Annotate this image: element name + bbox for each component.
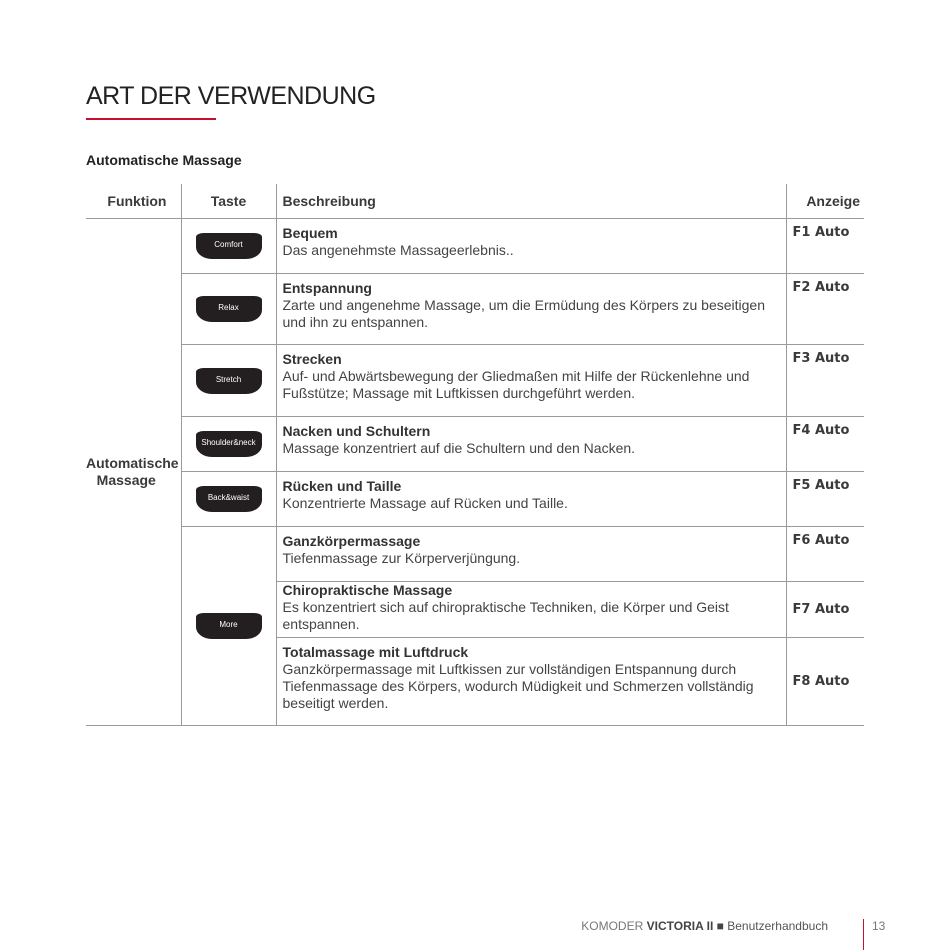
function-cell [86,219,181,726]
row-display: F1 Auto [786,219,864,274]
row-title: Nacken und Schultern [282,423,431,439]
row-text: Es konzentriert sich auf chiropraktische Techniken, die Körper und Geist entspannen. [282,599,729,632]
footer [581,919,828,933]
row-text: Tiefenmassage zur Körperverjüngung. [282,550,521,566]
header-function: Funktion [86,184,181,219]
header-key: Taste [181,184,276,219]
title-underline [86,118,216,120]
page-title: ART DER VERWENDUNG [86,82,376,110]
more-button[interactable]: More [196,613,262,639]
row-text: Konzentrierte Massage auf Rücken und Taille. [282,495,568,511]
row-text: Das angenehmste Massageerlebnis.. [282,242,514,258]
table-row [86,472,864,527]
row-display: F6 Auto [786,527,864,582]
table-row [86,219,864,274]
row-title: Ganzkörpermassage [282,533,421,549]
function-label-line1: Automatische [86,455,179,471]
row-display: F5 Auto [786,472,864,527]
function-label-line2: Massage [96,472,156,488]
footer-doc: Benutzerhandbuch [727,919,828,933]
comfort-button[interactable]: Comfort [196,233,262,259]
table-row [86,527,864,582]
row-title: Bequem [282,225,338,241]
table-row [86,417,864,472]
section-heading: Automatische Massage [86,152,242,168]
row-title: Totalmassage mit Luftdruck [282,644,469,660]
table-header-row [86,184,864,219]
row-title: Strecken [282,351,342,367]
row-title: Rücken und Taille [282,478,402,494]
row-text: Massage konzentriert auf die Schultern und den Nacken. [282,440,636,456]
table-row [86,345,864,417]
header-description: Beschreibung [276,184,786,219]
stretch-button[interactable]: Stretch [196,368,262,394]
row-display: F4 Auto [786,417,864,472]
back-waist-button[interactable]: Back&waist [196,486,262,512]
footer-model: VICTORIA II [646,919,714,933]
row-text: Auf- und Abwärtsbewegung der Gliedmaßen mit Hilfe der Rückenlehne und Fußstütze; Massage mit Luftkissen durchgeführt werden. [282,368,750,401]
row-title: Chiropraktische Massage [282,582,453,598]
footer-brand: KOMODER [581,919,644,933]
page-number: 13 [872,919,886,933]
row-text: Zarte und angenehme Massage, um die Ermüdung des Körpers zu beseitigen und ihn zu entspannen. [282,297,766,330]
row-display: F2 Auto [786,274,864,345]
footer-separator: ■ [716,919,724,933]
row-display: F7 Auto [786,582,864,638]
row-title: Entspannung [282,280,372,296]
row-display: F3 Auto [786,345,864,417]
table-row [86,274,864,345]
row-display: F8 Auto [786,638,864,726]
header-display: Anzeige [786,184,864,219]
footer-divider [863,919,864,950]
function-table [86,184,864,726]
relax-button[interactable]: Relax [196,296,262,322]
row-text: Ganzkörpermassage mit Luftkissen zur vollständigen Entspannung durch Tiefenmassage des Körpers, wodurch Müdigkeit und Schmerzen vollständig beseitigt werden. [282,661,754,711]
shoulder-neck-button[interactable]: Shoulder&neck [196,431,262,457]
